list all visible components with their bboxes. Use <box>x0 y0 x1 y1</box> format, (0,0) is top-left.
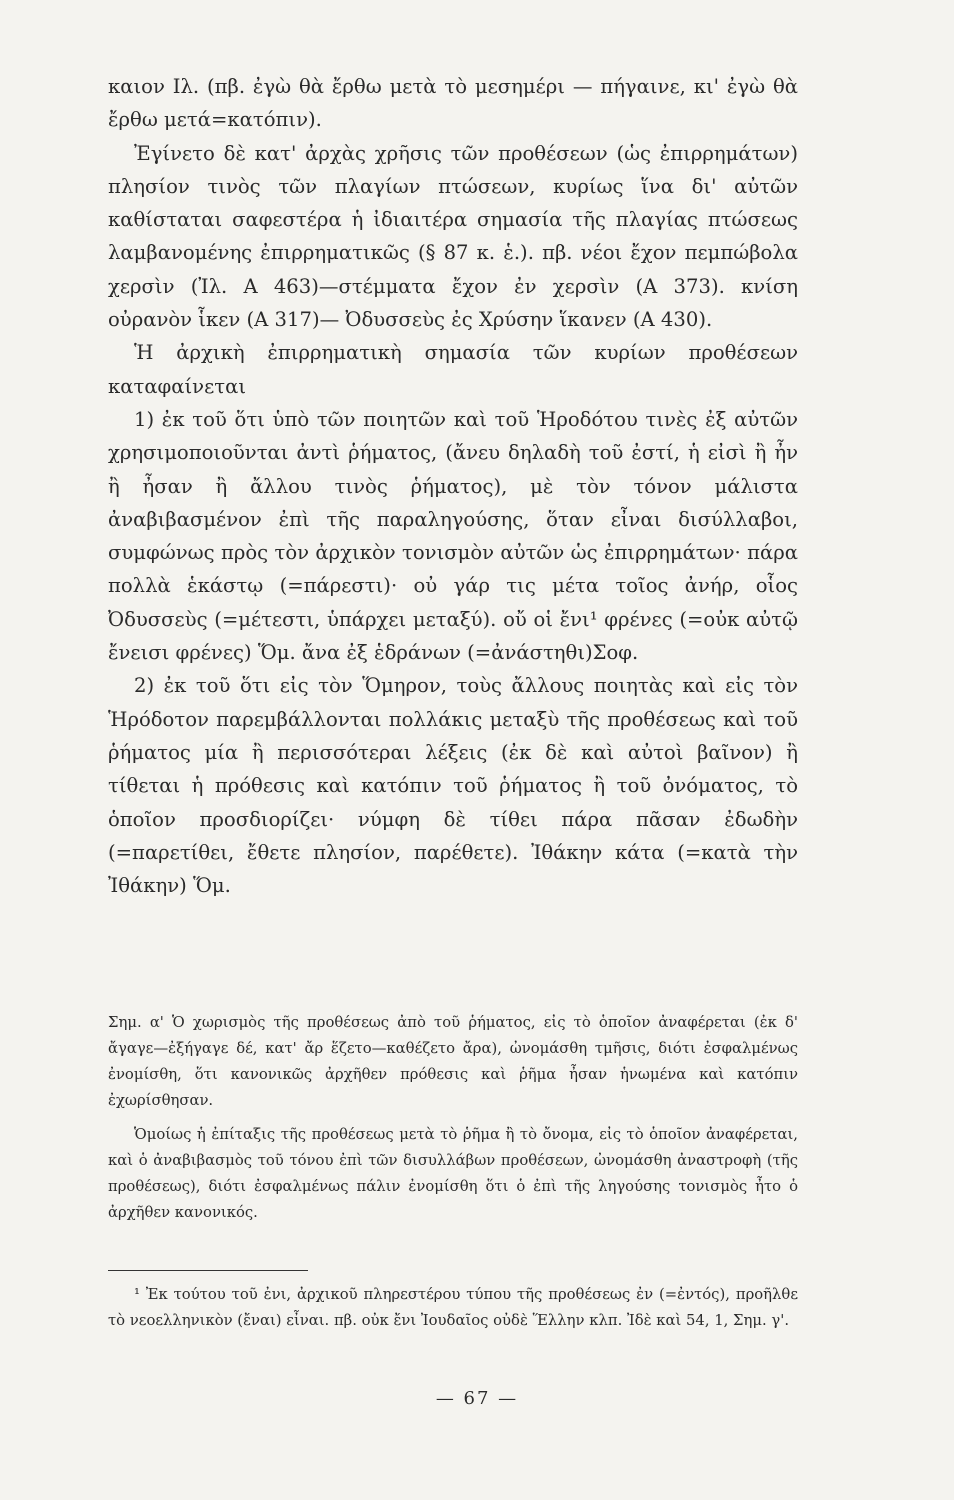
main-text <box>108 70 798 902</box>
notes-section <box>108 1010 798 1226</box>
paragraph-point-1: 1) ἐκ τοῦ ὅτι ὑπὸ τῶν ποιητῶν καὶ τοῦ Ἡροδότου τινὲς ἐξ αὐτῶν χρησιμοποιοῦνται ἀντὶ ῥήματος, (ἄνευ δηλαδὴ τοῦ ἐστί, ἡ εἰσὶ ἢ ἦν ἢ ἦσαν ἢ ἄλλου τινὸς ῥήματος), μὲ τὸν τόνον μάλιστα ἀναβιβασμένον ἐπὶ τῆς παραληγούσης, ὅταν εἶναι δισύλλαβοι, συμφώνως πρὸς τὸν ἀρχικὸν τονισμὸν αὐτῶν ὡς ἐπιρρημάτων· πάρα πολλὰ ἑκάστῳ (=πάρεστι)· οὐ γάρ τις μέτα τοῖος ἀνήρ, οἷος Ὀδυσσεὺς (=μέτεστι, ὑπάρχει μεταξύ). οὔ οἱ ἔνι¹ φρένες (=οὐκ αὐτῷ ἔνεισι φρένες) Ὅμ. ἄνα ἐξ ἑδράνων (=ἀνάστηθι)Σοφ. <box>108 407 798 665</box>
footnote-1: ¹ Ἐκ τούτου τοῦ ἐνι, ἀρχικοῦ πληρεστέρου τύπου τῆς προθέσεως ἐν (=ἐντός), προῆλθε τὸ νεοελληνικὸν (ἔναι) εἶναι. πβ. οὐκ ἔνι Ἰουδαῖος οὐδὲ Ἕλλην κλπ. Ἰδὲ καὶ 54, 1, Σημ. γ'. <box>108 1286 798 1329</box>
note-tmesis: Σημ. α' Ὁ χωρισμὸς τῆς προθέσεως ἀπὸ τοῦ ῥήματος, εἰς τὸ ὁποῖον ἀναφέρεται (ἐκ δ' ἄγαγε—ἐξήγαγε δέ, κατ' ἄρ ἕζετο—καθέζετο ἄρα), ὠνομάσθη τμῆσις, διότι ἐσφαλμένως ἐνομίσθη, ὅτι κανονικῶς ἀρχῆθεν πρόθεσις καὶ ῥῆμα ἦσαν ἡνωμένα καὶ κατόπιν ἐχωρίσθησαν. <box>108 1014 798 1109</box>
page-number: — 67 — <box>435 1388 519 1409</box>
paragraph-adverbial-meaning: Ἡ ἀρχικὴ ἐπιρρηματικὴ σημασία τῶν κυρίων προθέσεων καταφαίνεται <box>108 341 798 398</box>
paragraph-prepositions-usage: Ἐγίνετο δὲ κατ' ἀρχὰς χρῆσις τῶν προθέσεων (ὡς ἐπιρρημάτων) πλησίον τινὸς τῶν πλαγίων πτώσεων, κυρίως ἵνα δι' αὐτῶν καθίσταται σαφεστέρα ἡ ἰδιαιτέρα σημασία τῆς πλαγίας πτώσεως λαμβανομένης ἐπιρρηματικῶς (§ 87 κ. ἑ.). πβ. νέοι ἔχον πεμπώβολα χερσὶν (Ἰλ. Α 463)—στέμματα ἔχον ἐν χερσὶν (Α 373). κνίση οὐρανὸν ἷκεν (Α 317)— Ὀδυσσεὺς ἐς Χρύσην ἵκανεν (Α 430). <box>108 141 798 332</box>
paragraph-continuation: καιον Ιλ. (πβ. ἐγὼ θὰ ἔρθω μετὰ τὸ μεσημέρι — πήγαινε, κι' ἐγὼ θὰ ἔρθω μετά=κατόπιν). <box>108 75 798 132</box>
footnotes-section <box>108 1282 798 1334</box>
note-anastrophe: Ὁμοίως ἡ ἐπίταξις τῆς προθέσεως μετὰ τὸ ῥῆμα ἢ τὸ ὄνομα, εἰς τὸ ὁποῖον ἀναφέρεται, καὶ ὁ ἀναβιβασμὸς τοῦ τόνου ἐπὶ τῶν δισυλλάβων προθέσεων, ὠνομάσθη ἀναστροφὴ (τῆς προθέσεως), διότι ἐσφαλμένως πάλιν ἐνομίσθη ὅτι ὁ ἐπὶ τῆς ληγούσης τονισμὸς ἦτο ὁ ἀρχῆθεν κανονικός. <box>108 1126 798 1221</box>
footnote-divider <box>108 1270 308 1271</box>
paragraph-point-2: 2) ἐκ τοῦ ὅτι εἰς τὸν Ὅμηρον, τοὺς ἄλλους ποιητὰς καὶ εἰς τὸν Ἡρόδοτον παρεμβάλλονται πολλάκις μεταξὺ τῆς προθέσεως καὶ τοῦ ῥήματος μία ἢ περισσότεραι λέξεις (ἐκ δὲ καὶ αὐτοὶ βαῖνον) ἢ τίθεται ἡ πρόθεσις καὶ κατόπιν τοῦ ῥήματος ἢ τοῦ ὀνόματος, τὸ ὁποῖον προσδιορίζει· νύμφη δὲ τίθει πάρα πᾶσαν ἐδωδὴν (=παρετίθει, ἔθετε πλησίον, παρέθετε). Ἰθάκην κάτα (=κατὰ τὴν Ἰθάκην) Ὅμ. <box>108 674 798 898</box>
